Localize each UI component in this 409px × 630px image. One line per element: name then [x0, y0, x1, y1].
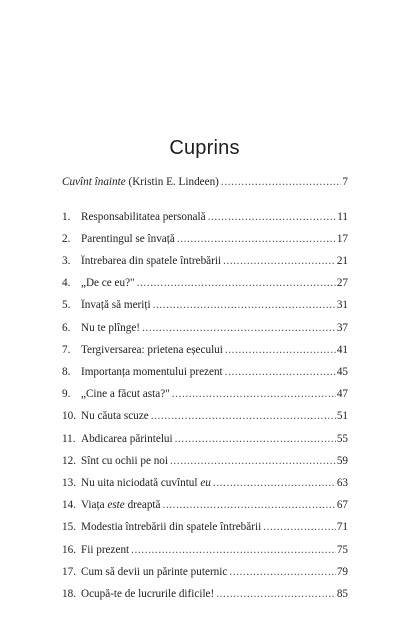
toc-entry-label: [81, 521, 261, 533]
toc-entry-number: 1.: [62, 210, 71, 223]
toc-entry-label-text-end: dreaptă: [124, 499, 161, 512]
dot-leader: [229, 566, 335, 578]
toc-entry-label-text: Importanța momentului prezent: [81, 366, 223, 378]
toc-entry-label-text: Modestia întrebării din spatele întrebării: [81, 521, 262, 534]
toc-entry-label: [81, 544, 129, 556]
toc-entry-number: 5.: [62, 299, 71, 312]
toc-entry-page: 51: [336, 410, 348, 423]
toc-entry-number: 14.: [62, 499, 76, 512]
toc-entry: [62, 433, 348, 455]
toc-entry-page: 75: [336, 543, 348, 556]
toc-entry-page: 31: [336, 299, 348, 312]
dot-leader: [137, 277, 336, 289]
toc-entry-label: [81, 455, 168, 467]
toc-entry-intro: [62, 176, 348, 198]
toc-entry: [62, 277, 348, 299]
toc-entry: [62, 388, 348, 410]
toc-entry-label-text: Responsabilitatea personală: [81, 210, 206, 223]
toc-entry-number: 15.: [62, 521, 76, 534]
toc-entry: [62, 211, 348, 233]
toc-entry-label-text: Întrebarea din spatele întrebării: [81, 255, 222, 268]
toc-entry-page: 41: [336, 343, 348, 356]
toc-entry-label: [81, 322, 140, 334]
dot-leader: [162, 499, 335, 511]
toc-entry-number: 12.: [62, 454, 76, 467]
dot-leader: [151, 410, 336, 422]
toc-entry-label-text: „Cine a făcut asta?": [81, 388, 170, 401]
toc-entry-page: 71: [336, 521, 348, 534]
toc-entry-page: 45: [336, 366, 348, 378]
toc-entry-number: 10.: [62, 410, 76, 423]
toc-entry-label-text: Sînt cu ochii pe noi: [81, 454, 169, 467]
dot-leader: [225, 344, 336, 356]
page-title: Cuprins: [169, 137, 240, 159]
toc-entry-number: 17.: [62, 565, 76, 578]
toc-entry-page: 27: [336, 277, 348, 290]
dot-leader: [153, 299, 336, 311]
toc-entry: [62, 233, 348, 255]
toc-entry-label-text: Viața: [81, 499, 108, 512]
toc-entry-number: 3.: [62, 255, 71, 268]
toc-entry-page: 47: [336, 388, 348, 401]
toc-entry: [62, 344, 348, 366]
dot-leader: [216, 588, 336, 600]
toc-entry-label: [81, 211, 206, 223]
dot-leader: [225, 366, 336, 378]
toc-entry-number: 16.: [62, 543, 76, 556]
toc-entry-label: [81, 277, 135, 289]
toc-entry: [62, 322, 348, 344]
toc-entry: [62, 299, 348, 321]
toc-entry-page: 85: [336, 587, 348, 600]
toc-entry-label: [81, 499, 160, 511]
toc-entry-number: 18.: [62, 587, 76, 600]
toc-entry-label-italic: eu: [200, 476, 211, 489]
toc-entry-label: [81, 255, 221, 267]
toc-entry: [62, 255, 348, 277]
toc-entry-number: 6.: [62, 321, 71, 334]
dot-leader: [213, 477, 336, 489]
toc-entry-page: 79: [336, 565, 348, 578]
dot-leader: [223, 255, 336, 267]
dot-leader: [170, 455, 336, 467]
toc-entry: [62, 544, 348, 566]
toc-entry-label: [81, 433, 173, 445]
toc-entry-label-text: Fii prezent: [81, 543, 130, 556]
toc-entry-number: 9.: [62, 388, 71, 401]
dot-leader: [263, 521, 336, 533]
toc-entry-number: 11.: [62, 432, 76, 445]
dot-leader: [131, 544, 336, 556]
toc-entry-label: [81, 588, 214, 600]
toc-entry-label-text: „De ce eu?": [81, 277, 135, 290]
toc-entry: [62, 566, 348, 588]
toc-entry: [62, 455, 348, 477]
toc-entry-page: 17: [336, 232, 348, 245]
toc-entry-label: [81, 233, 175, 245]
toc-entry-label-text: Ocupă-te de lucrurile dificile!: [81, 587, 215, 600]
toc-entry-label-text: Nu căuta scuze: [81, 410, 149, 423]
toc-entry-page: 67: [336, 499, 348, 512]
toc-entry-label-italic: Cuvînt înainte: [62, 176, 126, 188]
dot-leader: [172, 388, 336, 400]
toc-entry: [62, 366, 348, 388]
toc-entry-label-text: Nu te plînge!: [81, 321, 141, 334]
toc-entry: [62, 588, 348, 610]
toc-entry-number: 13.: [62, 476, 76, 489]
toc-entry-label: [81, 477, 211, 489]
toc-entry-label: [81, 566, 227, 578]
toc-entry-label: [81, 299, 151, 311]
dot-leader: [177, 233, 336, 245]
toc-entry-number: 8.: [62, 366, 71, 378]
toc-entry-label: [62, 176, 219, 188]
toc-entry-label: [81, 344, 223, 356]
toc-entry-number: 7.: [62, 343, 71, 356]
toc-entry-label-italic: este: [107, 499, 125, 512]
toc-entry-label-rest: (Kristin E. Lindeen): [125, 176, 219, 188]
toc-entry-label-text: Tergiversarea: prietena eșecului: [81, 343, 223, 356]
toc-entry-label: [81, 388, 170, 400]
dot-leader: [208, 211, 337, 223]
toc-entry-label-text: Parentingul se învață: [81, 232, 175, 245]
toc-entry-page: 37: [336, 321, 348, 334]
toc-entry: [62, 499, 348, 521]
toc-entry-label: [81, 366, 223, 378]
dot-leader: [221, 176, 341, 188]
toc-entry-label-text: Nu uita niciodată cuvîntul: [81, 476, 201, 489]
toc-entry-page: 11: [337, 210, 348, 223]
toc-entry-page: 7: [342, 176, 348, 188]
toc-entry: [62, 477, 348, 499]
toc-entry: [62, 410, 348, 432]
table-of-contents: [62, 176, 348, 610]
toc-entry-label-text: Abdicarea părintelui: [81, 432, 173, 445]
toc-entry-label-text: Învață să meriți: [81, 299, 151, 312]
dot-leader: [142, 322, 336, 334]
toc-entry-number: 2.: [62, 232, 71, 245]
toc-entry-label: [81, 410, 149, 422]
toc-entry-page: 59: [336, 454, 348, 467]
toc-entry-number: 4.: [62, 277, 71, 290]
toc-entry-page: 63: [336, 476, 348, 489]
toc-entry-page: 55: [336, 432, 348, 445]
toc-entry-label-text: Cum să devii un părinte puternic: [81, 565, 228, 578]
dot-leader: [175, 433, 336, 445]
toc-entry-page: 21: [336, 255, 348, 268]
toc-entry: [62, 521, 348, 543]
